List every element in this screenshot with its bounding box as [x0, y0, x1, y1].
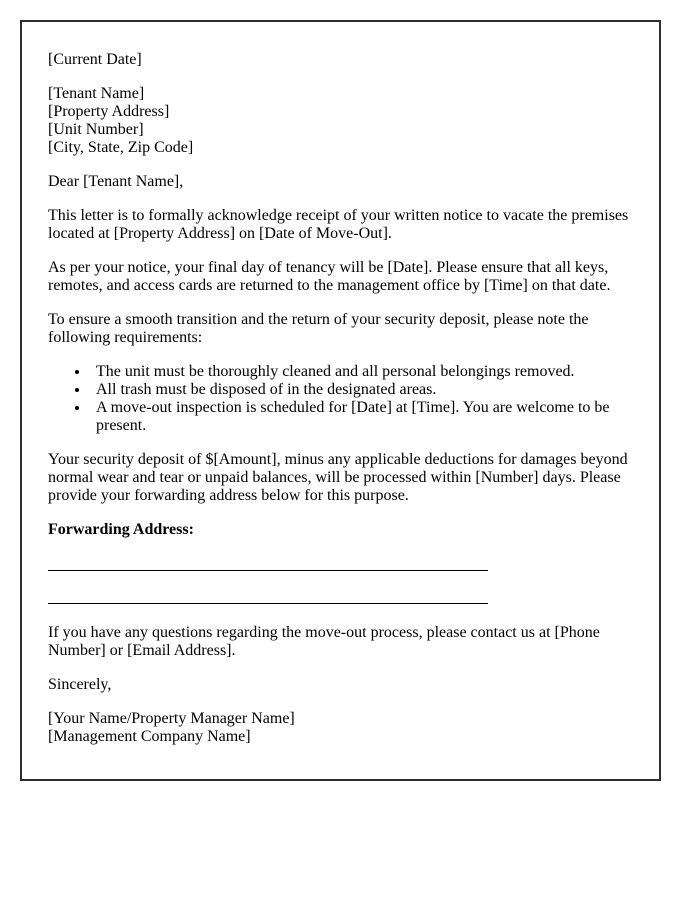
letter-page — [20, 20, 661, 781]
paragraph-acknowledgment: This letter is to formally acknowledge receipt of your written notice to vacate the premises located at [Property Address] on [Date of Move-Out]. — [48, 207, 629, 242]
paragraph-requirements-intro: To ensure a smooth transition and the return of your security deposit, please note the following requirements: — [48, 311, 589, 346]
closing: Sincerely, — [48, 676, 112, 693]
signature-manager-name: [Your Name/Property Manager Name] — [48, 710, 295, 727]
current-date-line: [Current Date] — [48, 51, 142, 68]
requirements-list — [48, 363, 633, 435]
recipient-name: [Tenant Name] — [48, 85, 145, 102]
forwarding-address-blank-line-1 — [48, 570, 488, 571]
recipient-unit-number: [Unit Number] — [48, 121, 144, 138]
forwarding-address-label: Forwarding Address: — [48, 521, 194, 538]
paragraph-questions: If you have any questions regarding the move-out process, please contact us at [Phone Number] or [Email Address]. — [48, 624, 600, 659]
paragraph-deposit: Your security deposit of $[Amount], minus any applicable deductions for damages beyond normal wear and tear or unpaid balances, will be processed within [Number] days. Please provide your forwarding address below for this purpose. — [48, 451, 628, 504]
requirement-item-cleaning: • The unit must be thoroughly cleaned and all personal belongings removed. — [90, 363, 633, 381]
paragraph-final-day: As per your notice, your final day of tenancy will be [Date]. Please ensure that all keys, remotes, and access cards are returned to the management office by [Time] on that date. — [48, 259, 611, 294]
recipient-address-block — [48, 85, 633, 157]
forwarding-address-blank-line-2 — [48, 603, 488, 604]
recipient-city-state-zip: [City, State, Zip Code] — [48, 139, 194, 156]
recipient-property-address: [Property Address] — [48, 103, 170, 120]
signature-company-name: [Management Company Name] — [48, 728, 251, 745]
signature-block — [48, 710, 633, 746]
requirement-item-inspection: • A move-out inspection is scheduled for [Date] at [Time]. You are welcome to be present. — [90, 399, 633, 435]
salutation: Dear [Tenant Name], — [48, 173, 184, 190]
requirement-item-trash: • All trash must be disposed of in the designated areas. — [90, 381, 633, 399]
